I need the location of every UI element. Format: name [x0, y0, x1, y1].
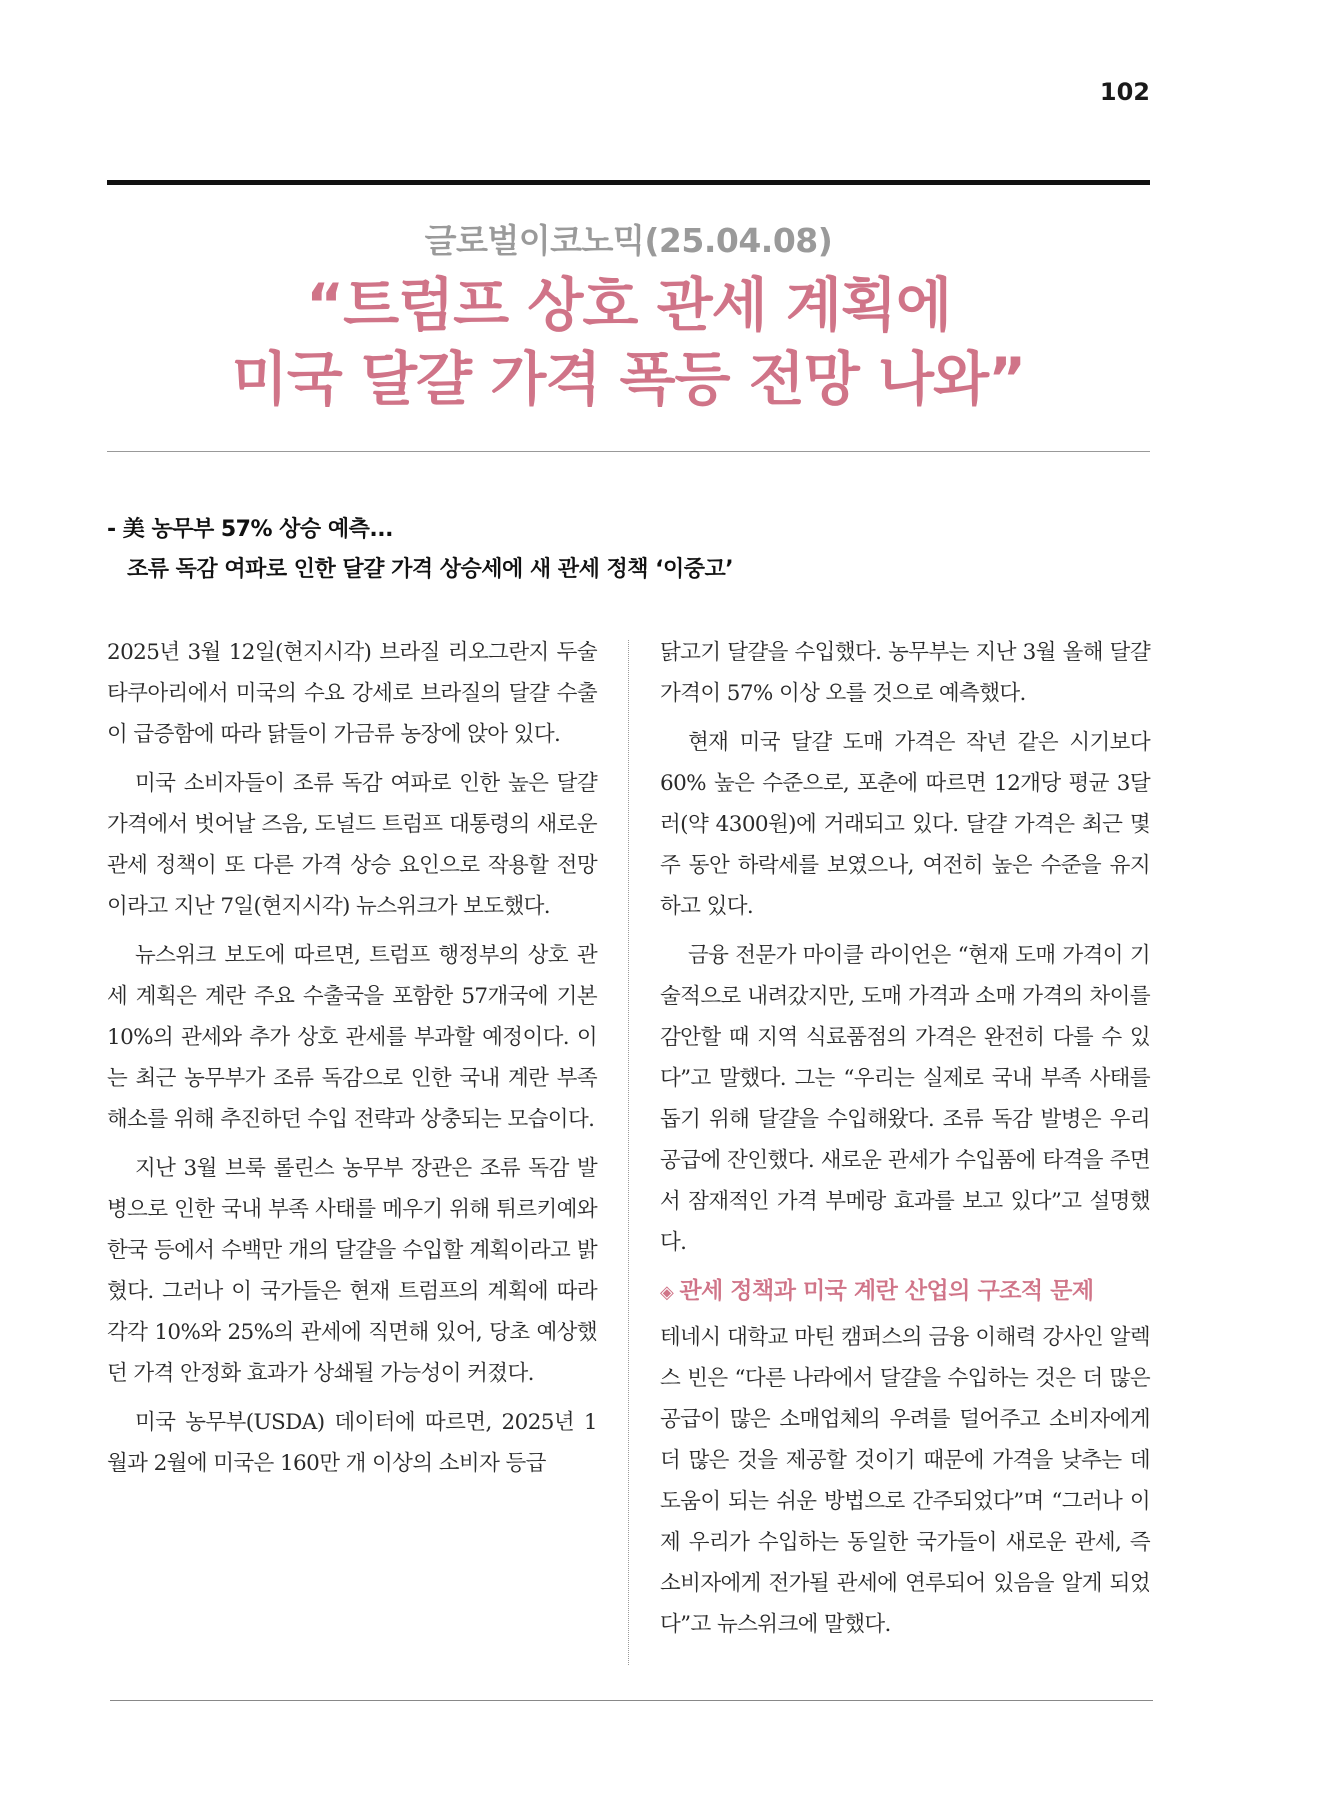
paragraph: 금융 전문가 마이클 라이언은 “현재 도매 가격이 기술적으로 내려갔지만, 도매 가격과 소매 가격의 차이를 감안할 때 지역 식료품점의 가격은 완전히 다를 수 있다”고 말했다. 그는 “우리는 실제로 국내 부족 사태를 돕기 위해 달걀을 수입해왔다. 조류 독감 발병은 우리 공급에 잔인했다. 새로운 관세가 수입품에 타격을 주면서 잠재적인 가격 부메랑 효과를 보고 있다”고 설명했다.	[660, 943, 1150, 1255]
page-number: 102	[1099, 78, 1150, 106]
top-divider	[107, 180, 1150, 185]
left-column	[107, 632, 597, 1492]
bottom-divider	[110, 1700, 1153, 1701]
headline-divider	[107, 451, 1150, 452]
column-divider	[628, 640, 629, 1665]
diamond-icon: ◈	[660, 1282, 674, 1303]
paragraph: 닭고기 달걀을 수입했다. 농무부는 지난 3월 올해 달걀 가격이 57% 이상 오를 것으로 예측했다.	[660, 640, 1150, 706]
headline-line-2: 미국 달걀 가격 폭등 전망 나와”	[231, 345, 1026, 413]
headline	[107, 268, 1150, 416]
paragraph: 지난 3월 브룩 롤린스 농무부 장관은 조류 독감 발병으로 인한 국내 부족 사태를 메우기 위해 튀르키예와 한국 등에서 수백만 개의 달걀을 수입할 계획이라고 밝혔다. 그러나 이 국가들은 현재 트럼프의 계획에 따라 각각 10%와 25%의 관세에 직면해 있어, 당초 예상했던 가격 안정화 효과가 상쇄될 가능성이 커졌다.	[107, 1156, 597, 1386]
right-column	[660, 632, 1150, 1653]
source-line: 글로벌이코노믹(25.04.08)	[424, 221, 833, 260]
section-heading	[660, 1271, 1150, 1313]
paragraph: 미국 농무부(USDA) 데이터에 따르면, 2025년 1월과 2월에 미국은 160만 개 이상의 소비자 등급	[107, 1410, 597, 1476]
paragraph: 현재 미국 달걀 도매 가격은 작년 같은 시기보다 60% 높은 수준으로, 포춘에 따르면 12개당 평균 3달러(약 4300원)에 거래되고 있다. 달걀 가격은 최근 몇 주 동안 하락세를 보였으나, 여전히 높은 수준을 유지하고 있다.	[660, 730, 1150, 919]
subtitle-line-1: - 美 농무부 57% 상승 예측...	[107, 517, 393, 542]
paragraph: 2025년 3월 12일(현지시각) 브라질 리오그란지 두술 타쿠아리에서 미국의 수요 강세로 브라질의 달걀 수출이 급증함에 따라 닭들이 가금류 농장에 앉아 있다.	[107, 640, 597, 747]
subtitle-line-2: 조류 독감 여파로 인한 달걀 가격 상승세에 새 관세 정책 ‘이중고’	[127, 557, 734, 582]
headline-line-1: “트럼프 상호 관세 계획에	[306, 271, 951, 339]
paragraph: 미국 소비자들이 조류 독감 여파로 인한 높은 달걀 가격에서 벗어날 즈음, 도널드 트럼프 대통령의 새로운 관세 정책이 또 다른 가격 상승 요인으로 작용할 전망이라고 지난 7일(현지시각) 뉴스위크가 보도했다.	[107, 771, 597, 919]
subtitle	[107, 510, 1150, 590]
paragraph: 테네시 대학교 마틴 캠퍼스의 금융 이해력 강사인 알렉스 빈은 “다른 나라에서 달걀을 수입하는 것은 더 많은 공급이 많은 소매업체의 우려를 덜어주고 소비자에게 더 많은 것을 제공할 것이기 때문에 가격을 낮추는 데 도움이 되는 쉬운 방법으로 간주되었다”며 “그러나 이제 우리가 수입하는 동일한 국가들이 새로운 관세, 즉 소비자에게 전가될 관세에 연루되어 있음을 알게 되었다”고 뉴스위크에 말했다.	[660, 1325, 1150, 1637]
section-heading-text: 관세 정책과 미국 계란 산업의 구조적 문제	[679, 1278, 1094, 1304]
paragraph: 뉴스위크 보도에 따르면, 트럼프 행정부의 상호 관세 계획은 계란 주요 수출국을 포함한 57개국에 기본 10%의 관세와 추가 상호 관세를 부과할 예정이다. 이는 최근 농무부가 조류 독감으로 인한 국내 계란 부족 해소를 위해 추진하던 수입 전략과 상충되는 모습이다.	[107, 943, 597, 1132]
